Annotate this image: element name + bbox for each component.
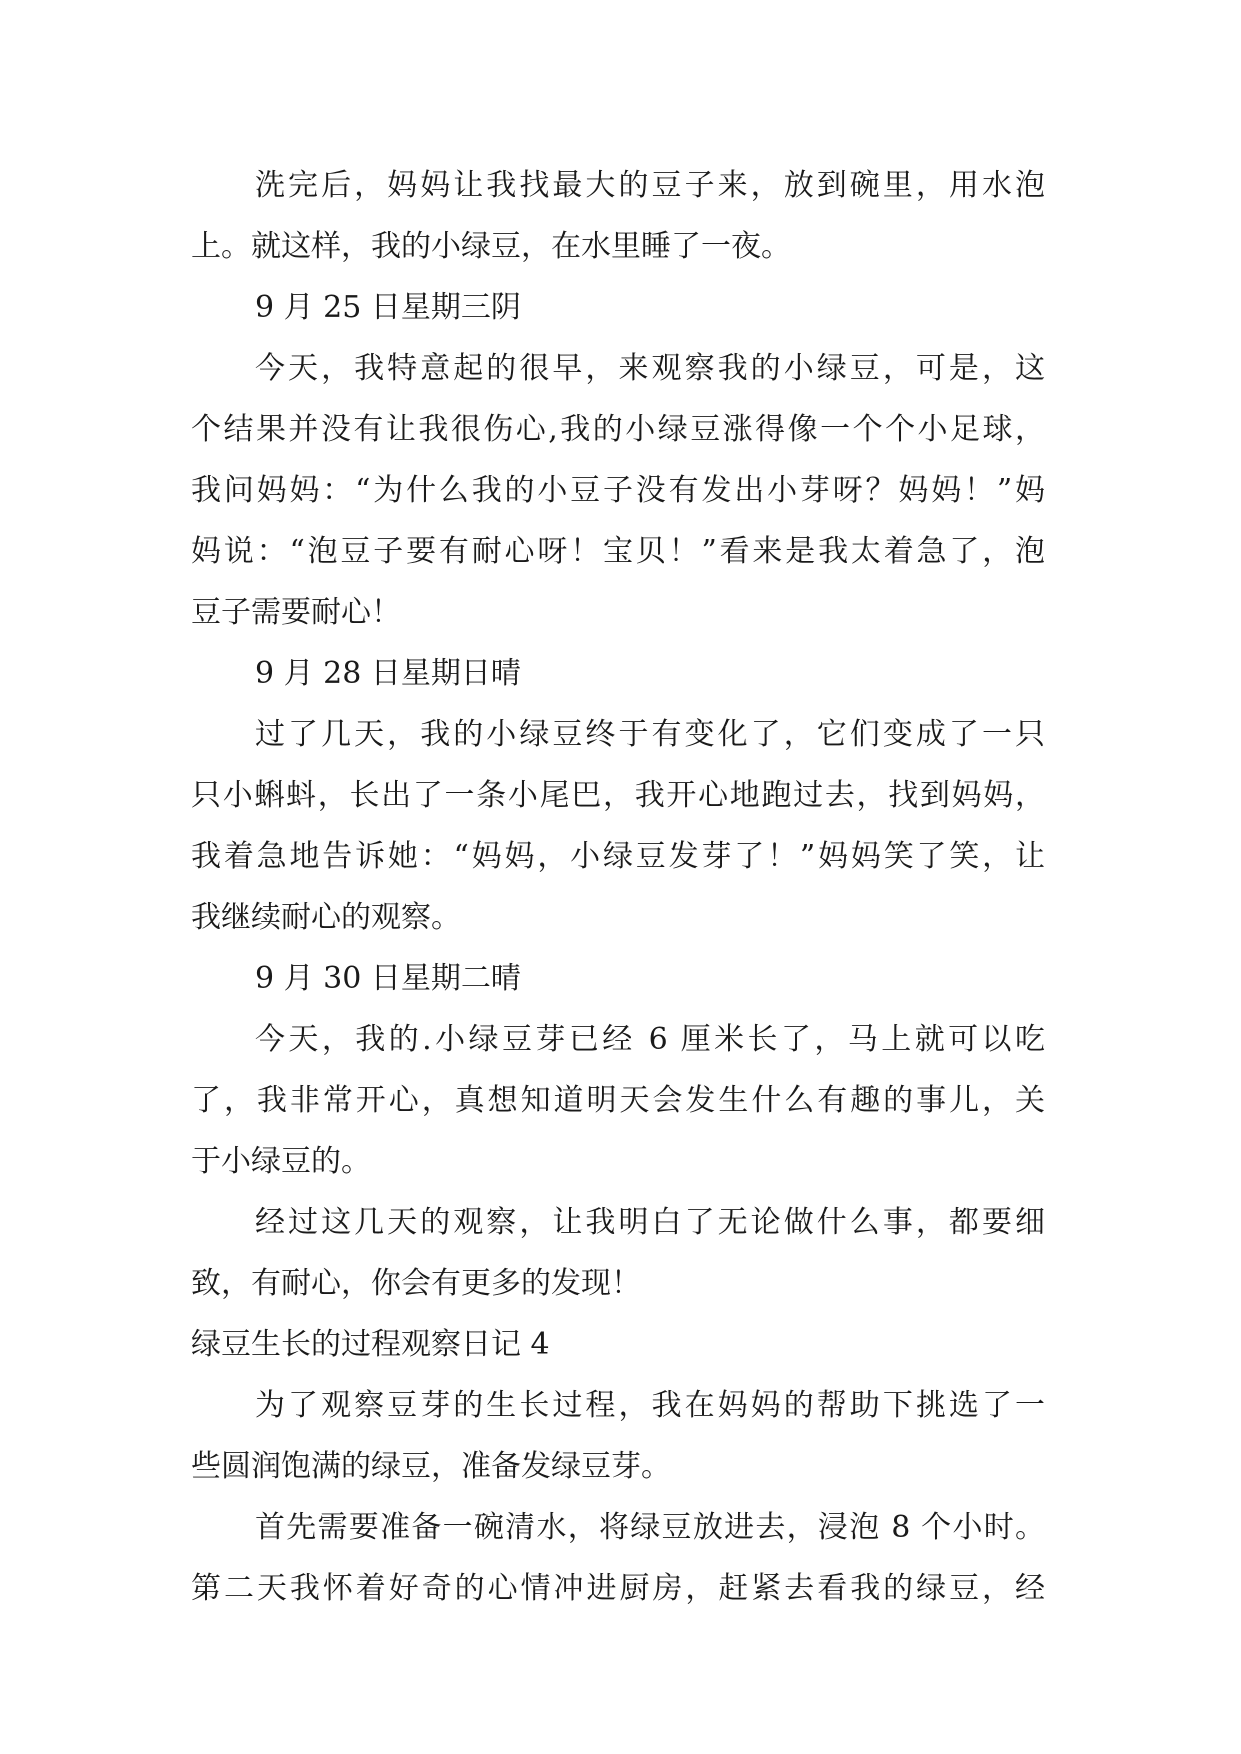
diary-date-line: 9 月 25 日星期三阴 (255, 290, 521, 325)
text-line: 为了观察豆芽的生长过程，我在妈妈的帮助下挑选了一 (255, 1388, 1045, 1423)
text-line: 些圆润饱满的绿豆，准备发绿豆芽。 (191, 1449, 671, 1484)
text-line: 我着急地告诉她：“妈妈，小绿豆发芽了！”妈妈笑了笑，让 (191, 839, 1045, 874)
diary-date-line: 9 月 28 日星期日晴 (255, 656, 521, 691)
text-line: 我问妈妈：“为什么我的小豆子没有发出小芽呀？妈妈！”妈 (191, 473, 1045, 508)
diary-date-line: 9 月 30 日星期二晴 (255, 961, 521, 996)
text-line: 于小绿豆的。 (191, 1144, 371, 1179)
text-line: 豆子需要耐心！ (191, 595, 401, 630)
text-line: 个结果并没有让我很伤心,我的小绿豆涨得像一个个小足球， (191, 412, 1045, 447)
text-line: 只小蝌蚪，长出了一条小尾巴，我开心地跑过去，找到妈妈， (191, 778, 1045, 813)
text-line: 第二天我怀着好奇的心情冲进厨房，赶紧去看我的绿豆，经 (191, 1571, 1045, 1606)
text-line: 过了几天，我的小绿豆终于有变化了，它们变成了一只 (255, 717, 1045, 752)
text-line: 洗完后，妈妈让我找最大的豆子来，放到碗里，用水泡 (255, 168, 1045, 203)
text-line: 我继续耐心的观察。 (191, 900, 461, 935)
text-line: 今天，我特意起的很早，来观察我的小绿豆，可是，这 (255, 351, 1045, 386)
text-line: 了，我非常开心，真想知道明天会发生什么有趣的事儿，关 (191, 1083, 1045, 1118)
text-line: 经过这几天的观察，让我明白了无论做什么事，都要细 (255, 1205, 1045, 1240)
text-line: 妈说：“泡豆子要有耐心呀！宝贝！”看来是我太着急了，泡 (191, 534, 1045, 569)
text-line: 上。就这样，我的小绿豆，在水里睡了一夜。 (191, 229, 791, 264)
text-line: 今天，我的.小绿豆芽已经 6 厘米长了，马上就可以吃 (255, 1022, 1045, 1057)
text-line: 首先需要准备一碗清水，将绿豆放进去，浸泡 8 个小时。 (255, 1510, 1045, 1545)
section-heading: 绿豆生长的过程观察日记 4 (191, 1327, 550, 1362)
text-line: 致，有耐心，你会有更多的发现！ (191, 1266, 641, 1301)
document-body (0, 155, 1241, 1619)
